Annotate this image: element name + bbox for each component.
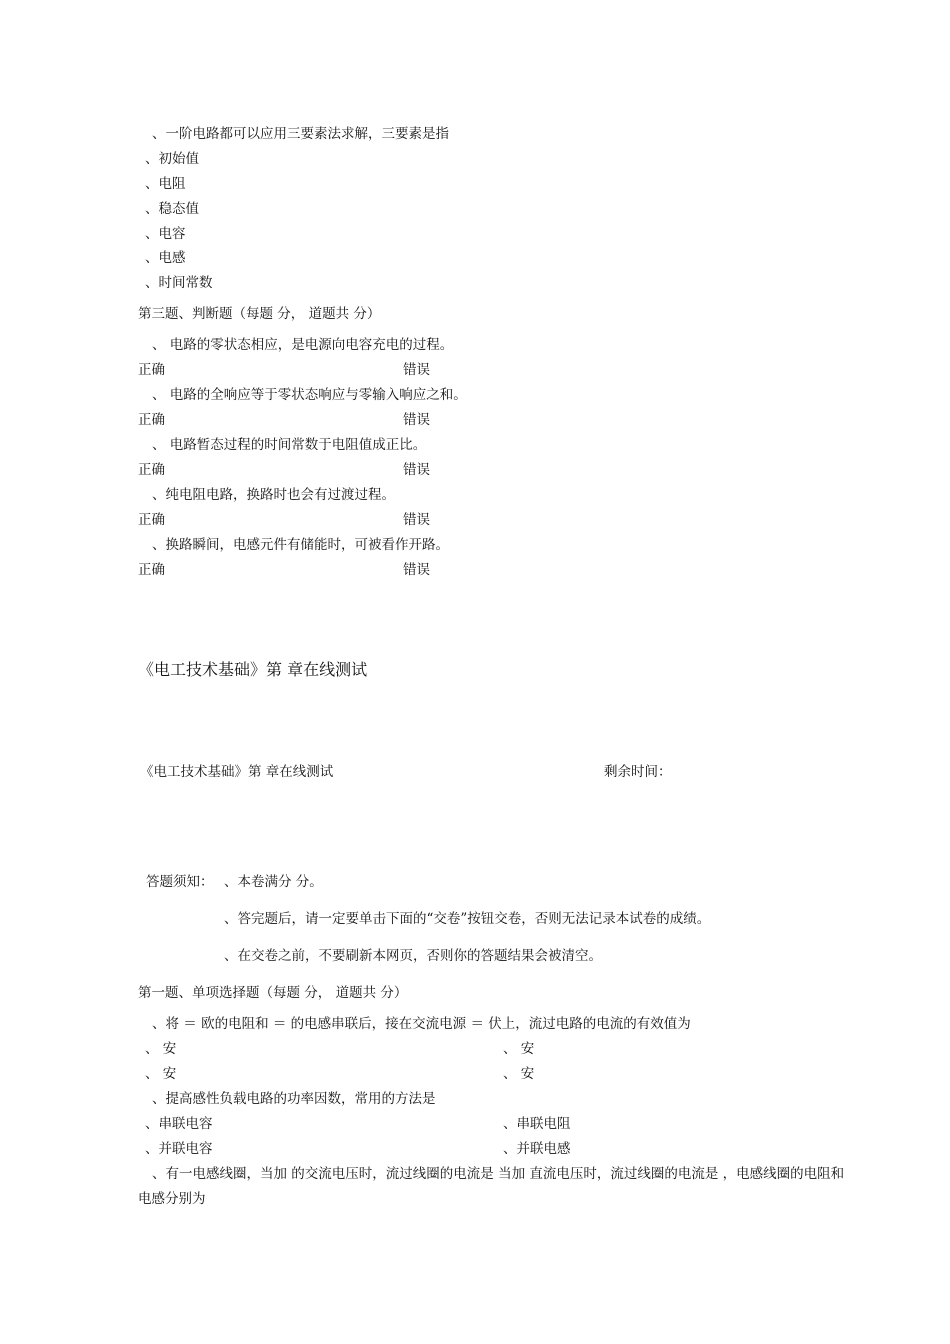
option-inductance[interactable]: 、电感 [145, 250, 186, 266]
false-option[interactable]: 错误 [403, 362, 430, 378]
notice-label: 答题须知： [146, 874, 214, 890]
judge-question: 、换路瞬间，电感元件有储能时，可被看作开路。 [152, 537, 449, 553]
true-option[interactable]: 正确 [138, 562, 165, 578]
choice-option[interactable]: 、 安 [145, 1041, 177, 1057]
choice-question: 、提高感性负载电路的功率因数，常用的方法是 [152, 1091, 436, 1107]
choice-option[interactable]: 、 安 [503, 1041, 535, 1057]
notice-item: 、本卷满分 分。 [224, 874, 323, 890]
question-stem: 、一阶电路都可以应用三要素法求解，三要素是指 [152, 126, 449, 142]
choice-option[interactable]: 、 安 [145, 1066, 177, 1082]
true-option[interactable]: 正确 [138, 512, 165, 528]
option-capacitance[interactable]: 、电容 [145, 226, 186, 242]
choice-option[interactable]: 、串联电容 [145, 1116, 213, 1132]
true-option[interactable]: 正确 [138, 362, 165, 378]
judge-question: 、纯电阻电路，换路时也会有过渡过程。 [152, 487, 395, 503]
option-time-constant[interactable]: 、时间常数 [145, 275, 213, 291]
choice-option[interactable]: 、并联电容 [145, 1141, 213, 1157]
judge-question: 、 电路的全响应等于零状态响应与零输入响应之和。 [152, 387, 467, 403]
section3-heading: 第三题、判断题（每题 分， 道题共 分） [138, 306, 381, 322]
choice-question: 、有一电感线圈，当加 的交流电压时，流过线圈的电流是 当加 直流电压时，流过线圈的电流是 ，电感线圈的电阻和 [152, 1166, 845, 1182]
false-option[interactable]: 错误 [403, 462, 430, 478]
choice-question-continued: 电感分别为 [138, 1191, 206, 1207]
judge-question: 、 电路的零状态相应，是电源向电容充电的过程。 [152, 337, 454, 353]
option-steady-value[interactable]: 、稳态值 [145, 201, 199, 217]
false-option[interactable]: 错误 [403, 562, 430, 578]
notice-item: 、答完题后，请一定要单击下面的“交卷”按钮交卷，否则无法记录本试卷的成绩。 [224, 911, 711, 927]
judge-question: 、 电路暂态过程的时间常数于电阻值成正比。 [152, 437, 427, 453]
false-option[interactable]: 错误 [403, 512, 430, 528]
option-initial-value[interactable]: 、初始值 [145, 151, 199, 167]
header-title: 《电工技术基础》第 章在线测试 [140, 764, 334, 780]
option-resistance[interactable]: 、电阻 [145, 176, 186, 192]
section1-heading: 第一题、单项选择题（每题 分， 道题共 分） [138, 985, 408, 1001]
timer-label: 剩余时间： [604, 764, 672, 780]
choice-option[interactable]: 、串联电阻 [503, 1116, 571, 1132]
true-option[interactable]: 正确 [138, 462, 165, 478]
choice-option[interactable]: 、并联电感 [503, 1141, 571, 1157]
page-title: 《电工技术基础》第 章在线测试 [138, 660, 368, 679]
notice-item: 、在交卷之前，不要刷新本网页，否则你的答题结果会被清空。 [224, 948, 602, 964]
true-option[interactable]: 正确 [138, 412, 165, 428]
choice-question: 、将 ＝ 欧的电阻和 ＝ 的电感串联后，接在交流电源 ＝ 伏上，流过电路的电流的有效值为 [152, 1016, 691, 1032]
choice-option[interactable]: 、 安 [503, 1066, 535, 1082]
false-option[interactable]: 错误 [403, 412, 430, 428]
